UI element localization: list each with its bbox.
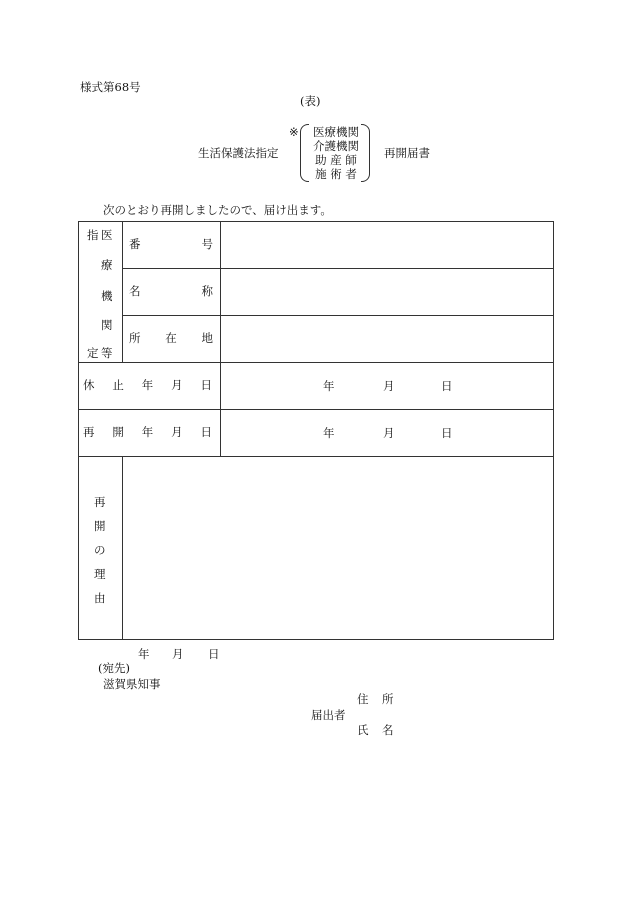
- row-reason: [79, 457, 554, 640]
- addressee-label: (宛先): [98, 661, 130, 675]
- submission-month: 月: [172, 647, 184, 661]
- label-char: 地: [201, 331, 213, 346]
- group-char: 医: [101, 228, 113, 242]
- group-char: 療: [101, 258, 113, 272]
- label-char: 年: [141, 378, 154, 393]
- label-char: 月: [171, 378, 183, 393]
- label-char: 所: [129, 331, 141, 346]
- label-char: 開: [112, 425, 124, 440]
- side-label: (表): [300, 94, 321, 108]
- location-label: [123, 316, 221, 363]
- group-char: 等: [101, 346, 113, 360]
- day-unit: 日: [441, 379, 453, 393]
- label-char: 号: [201, 237, 213, 252]
- number-field[interactable]: [221, 222, 554, 269]
- name-label-char: 氏: [357, 723, 369, 737]
- name-label-char: 名: [382, 723, 394, 737]
- label-char: 日: [200, 378, 212, 393]
- name-field[interactable]: [221, 269, 554, 316]
- intro-text: 次のとおり再開しましたので、届け出ます。: [103, 203, 332, 217]
- label-char: 理: [94, 567, 106, 581]
- option-midwife: 助 産 師: [315, 153, 357, 167]
- submission-day: 日: [208, 647, 220, 661]
- label-char: 名: [129, 284, 141, 299]
- right-brace: [361, 124, 370, 182]
- option-care: 介護機関: [313, 139, 359, 153]
- label-char: 休: [83, 378, 95, 393]
- submission-year: 年: [138, 647, 150, 661]
- label-char: 在: [165, 331, 177, 346]
- location-field[interactable]: [221, 316, 554, 363]
- year-unit: 年: [323, 426, 335, 440]
- label-char: 再: [83, 425, 95, 440]
- group-char: 機: [101, 289, 113, 303]
- resume-date-field[interactable]: [221, 410, 554, 457]
- group-char: 関: [101, 318, 113, 332]
- institution-type-options: [300, 124, 370, 182]
- label-char: 由: [94, 591, 106, 605]
- month-unit: 月: [383, 426, 395, 440]
- asterisk-mark: ※: [289, 125, 299, 139]
- submitter-label: 届出者: [311, 708, 346, 722]
- label-char: 再: [94, 495, 106, 509]
- row-location: [79, 316, 554, 363]
- label-char: 止: [112, 378, 124, 393]
- row-name: [79, 269, 554, 316]
- document-title: 再開届書: [384, 146, 430, 160]
- reason-label: [79, 457, 123, 640]
- label-char: 日: [200, 425, 212, 440]
- form-table: [78, 221, 554, 640]
- label-char: 開: [94, 519, 106, 533]
- row-number: [79, 222, 554, 269]
- name-label: [123, 269, 221, 316]
- governor-label: 滋賀県知事: [103, 677, 161, 691]
- resume-date-label: [79, 410, 221, 457]
- address-label-char: 住: [357, 692, 369, 706]
- suspend-date-label: [79, 363, 221, 410]
- reason-field[interactable]: [123, 457, 554, 640]
- day-unit: 日: [441, 426, 453, 440]
- label-char: 番: [129, 237, 141, 252]
- year-unit: 年: [323, 379, 335, 393]
- label-char: の: [94, 543, 106, 557]
- option-practitioner: 施 術 者: [315, 167, 357, 181]
- law-designation: 生活保護法指定: [198, 146, 279, 160]
- number-label: [123, 222, 221, 269]
- row-suspend-date: [79, 363, 554, 410]
- group-label-cell: [79, 222, 123, 363]
- group-char: 定: [87, 346, 99, 360]
- row-resume-date: [79, 410, 554, 457]
- suspend-date-field[interactable]: [221, 363, 554, 410]
- label-char: 年: [141, 425, 154, 440]
- label-char: 月: [171, 425, 183, 440]
- address-label-char: 所: [382, 692, 394, 706]
- option-medical: 医療機関: [313, 125, 359, 139]
- left-brace: [300, 124, 309, 182]
- month-unit: 月: [383, 379, 395, 393]
- group-char: 指: [87, 228, 99, 242]
- form-number: 様式第68号: [80, 80, 141, 94]
- label-char: 称: [201, 284, 213, 299]
